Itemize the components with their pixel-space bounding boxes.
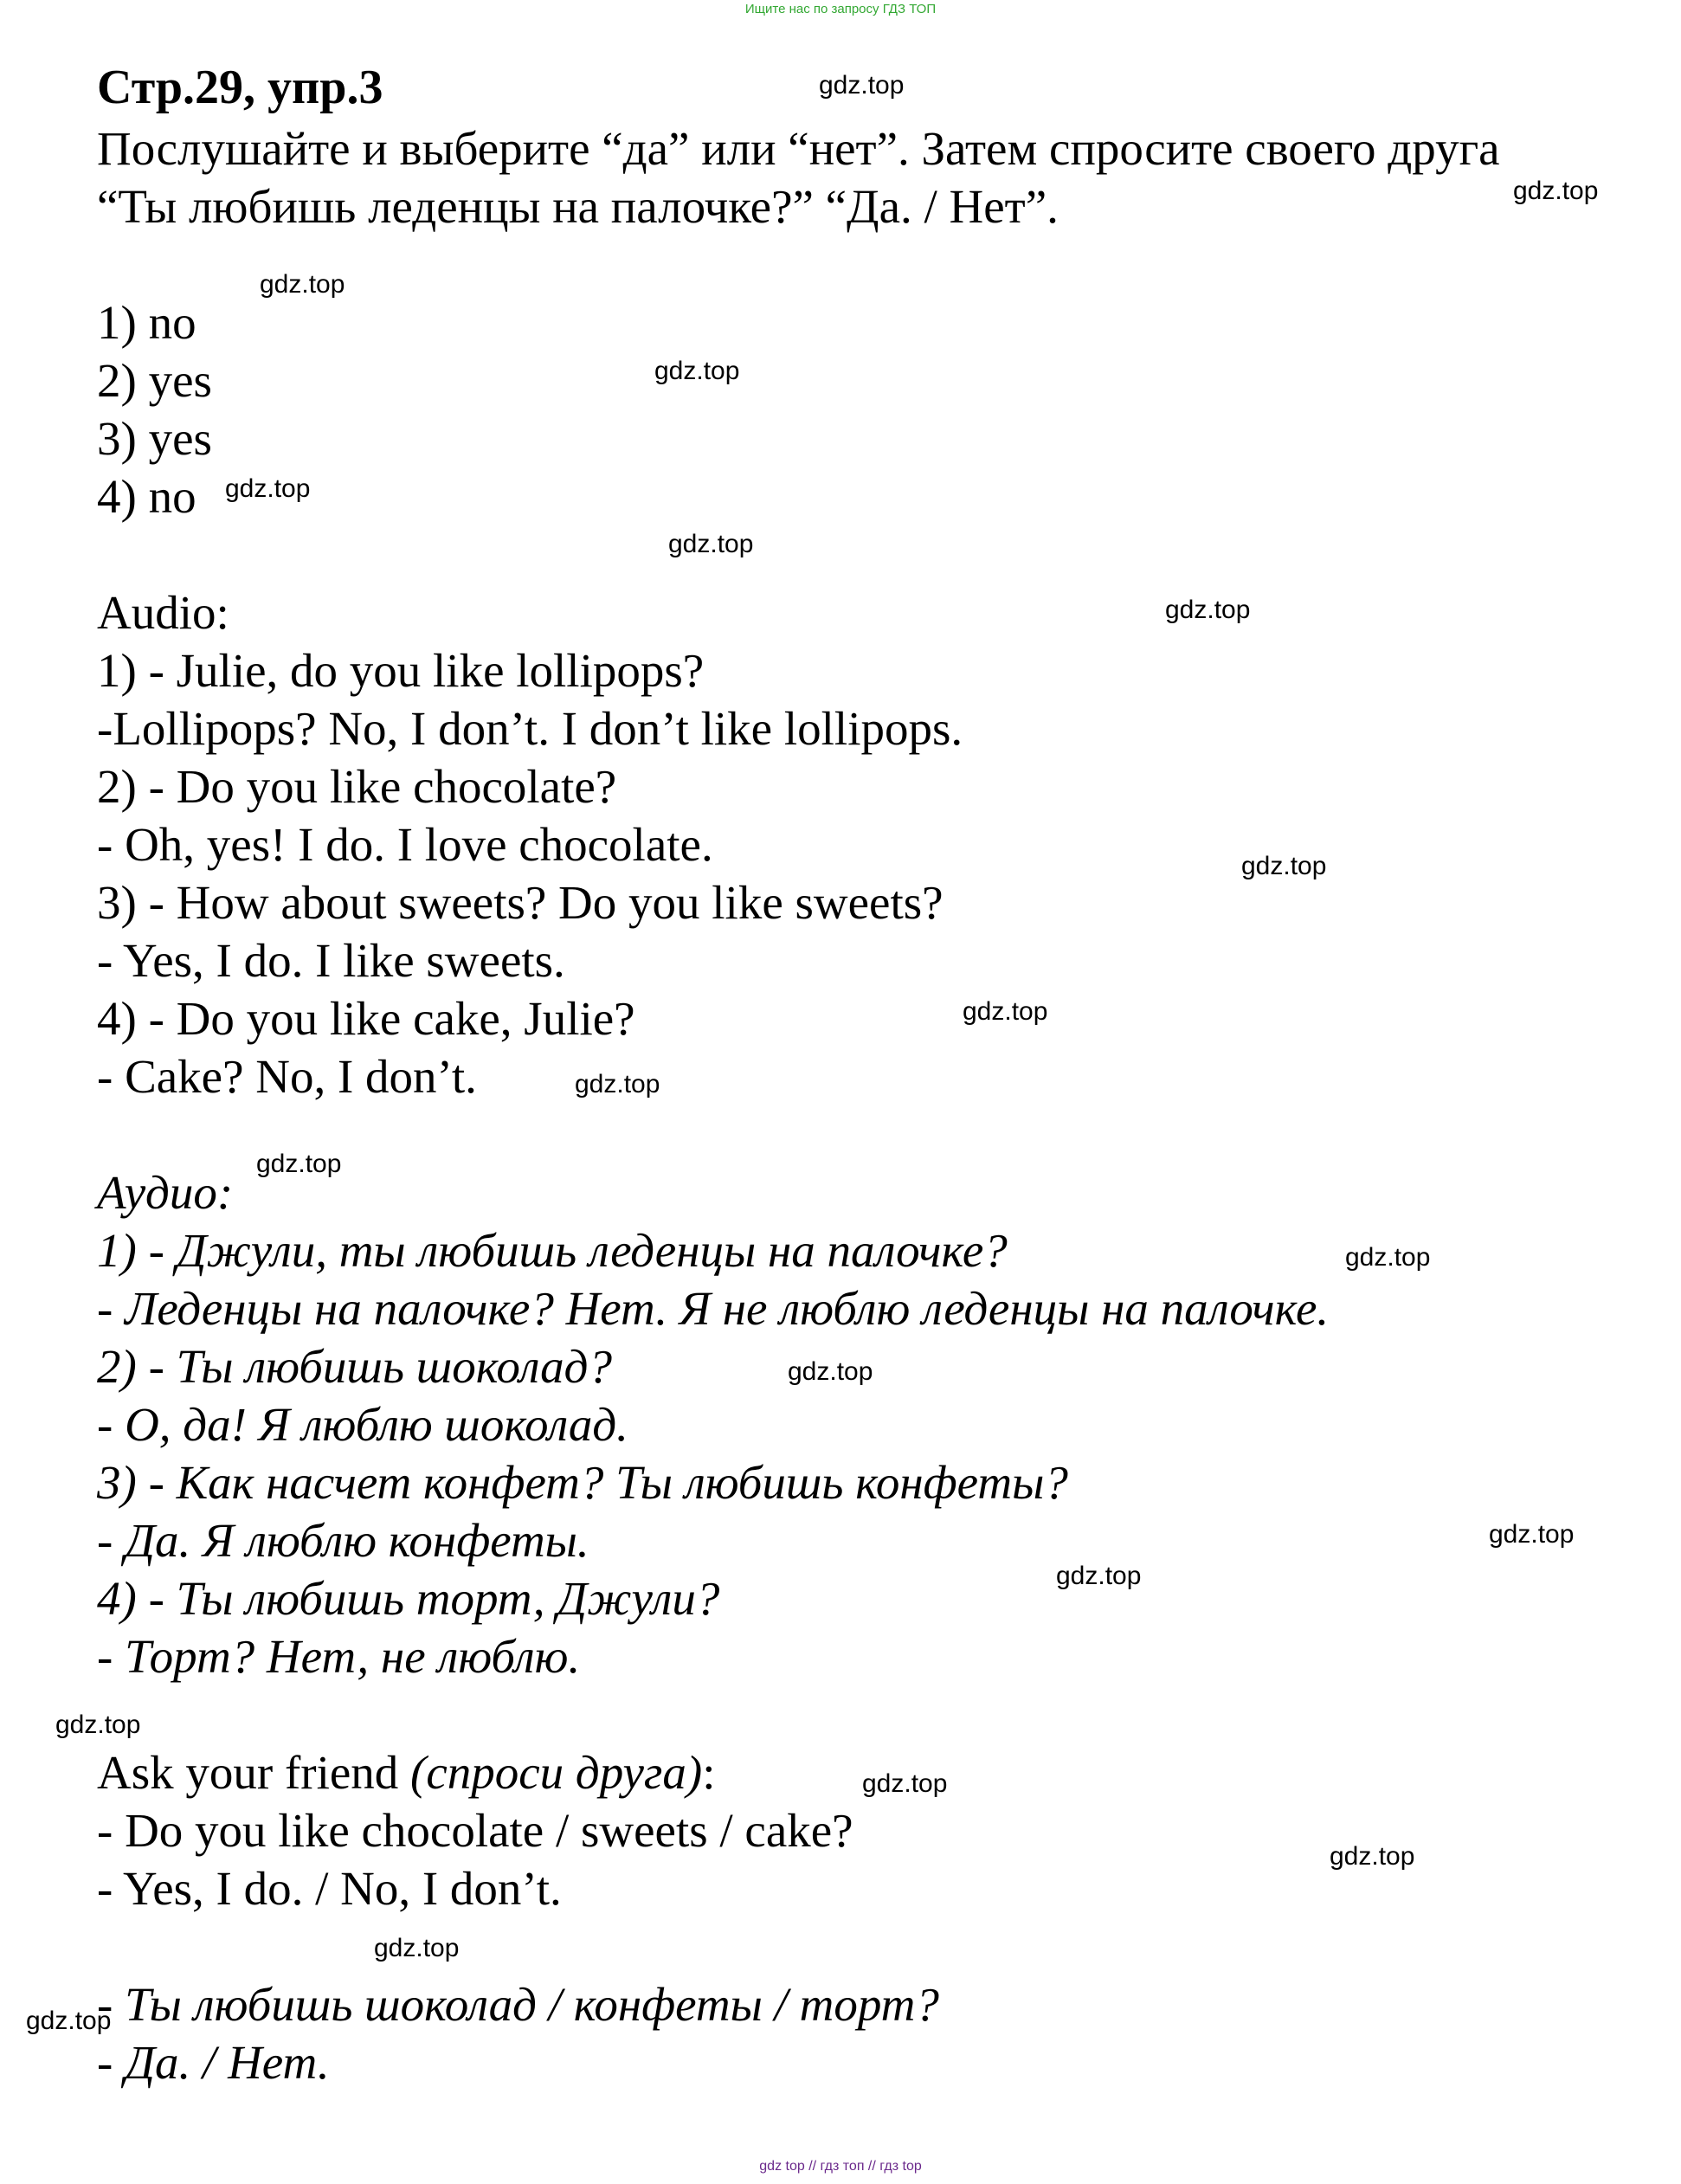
audio-russian-heading: Аудио:: [97, 1166, 234, 1219]
watermark: gdz.top: [668, 530, 754, 558]
audio-english-line: 1) - Julie, do you like lollipops?: [97, 644, 705, 697]
watermark: gdz.top: [575, 1070, 660, 1098]
audio-english-line: 4) - Do you like cake, Julie?: [97, 992, 635, 1045]
answer-item: 3) yes: [97, 412, 212, 465]
ask-friend-label-ru: (спроси друга): [410, 1746, 703, 1799]
watermark: gdz.top: [256, 1150, 342, 1178]
audio-russian-section: [97, 1163, 1620, 1685]
watermark: gdz.top: [819, 71, 905, 100]
audio-russian-line: 3) - Как насчет конфет? Ты любишь конфеты?: [97, 1456, 1068, 1509]
bottom-banner[interactable]: gdz top // гдз топ // гдз top: [759, 2159, 922, 2174]
answer-list: [97, 293, 1620, 525]
watermark: gdz.top: [1056, 1562, 1142, 1590]
watermark: gdz.top: [26, 2007, 112, 2035]
watermark: gdz.top: [654, 357, 740, 385]
audio-english-line: - Cake? No, I don’t.: [97, 1050, 477, 1103]
audio-russian-line: - Да. Я люблю конфеты.: [97, 1514, 589, 1567]
answer-item: 1) no: [97, 296, 196, 349]
watermark: gdz.top: [1489, 1520, 1575, 1549]
audio-english-line: 3) - How about sweets? Do you like sweets?: [97, 876, 944, 929]
audio-english-heading: Audio:: [97, 586, 229, 639]
watermark: gdz.top: [55, 1710, 141, 1739]
watermark: gdz.top: [1241, 852, 1327, 880]
watermark: gdz.top: [788, 1357, 873, 1386]
watermark: gdz.top: [374, 1934, 460, 1962]
ask-friend-russian-line: - Да. / Нет.: [97, 2036, 330, 2089]
audio-english-line: -Lollipops? No, I don’t. I don’t like lollipops.: [97, 702, 963, 755]
ask-friend-section: [97, 1743, 1620, 2091]
audio-english-line: 2) - Do you like chocolate?: [97, 760, 617, 813]
audio-russian-line: - Леденцы на палочке? Нет. Я не люблю леденцы на палочке.: [97, 1282, 1330, 1335]
audio-russian-line: - О, да! Я люблю шоколад.: [97, 1398, 628, 1451]
watermark: gdz.top: [260, 270, 345, 299]
watermark: gdz.top: [1345, 1243, 1431, 1272]
audio-english-line: - Yes, I do. I like sweets.: [97, 934, 565, 987]
ask-friend-colon: :: [702, 1746, 716, 1799]
audio-russian-line: 4) - Ты любишь торт, Джули?: [97, 1572, 720, 1625]
ask-friend-english-line: - Do you like chocolate / sweets / cake?: [97, 1804, 853, 1857]
answer-item: 2) yes: [97, 354, 212, 407]
ask-friend-english-line: - Yes, I do. / No, I don’t.: [97, 1862, 562, 1915]
audio-russian-line: 2) - Ты любишь шоколад?: [97, 1340, 612, 1393]
audio-english-line: - Oh, yes! I do. I love chocolate.: [97, 818, 713, 871]
page-title: Стр.29, упр.3: [97, 61, 383, 114]
watermark: gdz.top: [1513, 177, 1599, 205]
answer-item: 4) no: [97, 470, 196, 523]
watermark: gdz.top: [1330, 1842, 1415, 1871]
ask-friend-label-en: Ask your friend: [97, 1746, 411, 1799]
ask-friend-russian-line: - Ты любишь шоколад / конфеты / торт?: [97, 1978, 939, 2031]
ask-friend-heading: [97, 1743, 1620, 1801]
watermark: gdz.top: [963, 997, 1048, 1026]
audio-english-section: [97, 583, 1620, 1105]
audio-russian-line: - Торт? Нет, не люблю.: [97, 1630, 581, 1683]
audio-russian-line: 1) - Джули, ты любишь леденцы на палочке?: [97, 1224, 1008, 1277]
watermark: gdz.top: [862, 1769, 948, 1798]
top-banner[interactable]: Ищите нас по запросу ГДЗ ТОП: [744, 2, 937, 16]
watermark: gdz.top: [1165, 596, 1251, 624]
instruction-line: Послушайте и выберите “да” или “нет”. Затем спросите своего друга: [97, 122, 1500, 175]
instruction-line: “Ты любишь леденцы на палочке?” “Да. / Нет”.: [97, 180, 1059, 233]
document-content: [97, 55, 1620, 2091]
watermark: gdz.top: [225, 474, 311, 503]
